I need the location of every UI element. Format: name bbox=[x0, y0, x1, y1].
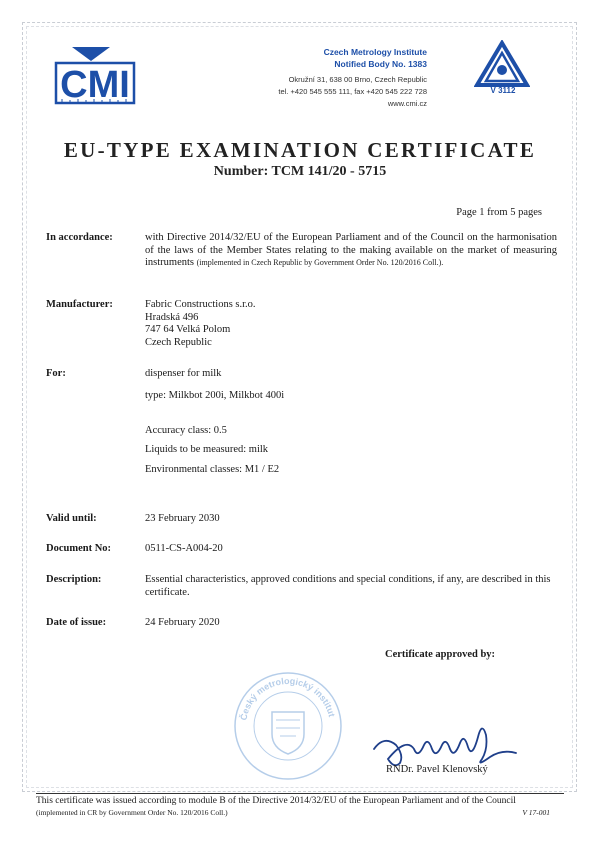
notified-body: Notified Body No. 1383 bbox=[334, 59, 427, 69]
page-info: Page 1 from 5 pages bbox=[456, 207, 542, 218]
manufacturer-line: 747 64 Velká Polom bbox=[145, 324, 231, 335]
manufacturer-label: Manufacturer: bbox=[46, 299, 113, 310]
accordance-note: (implemented in Czech Republic by Government Order No. 120/2016 Coll.). bbox=[196, 258, 444, 267]
cmi-logo-text: CMI bbox=[60, 64, 130, 106]
for-type: type: Milkbot 200i, Milkbot 400i bbox=[145, 390, 285, 401]
document-value: 0511-CS-A004-20 bbox=[145, 543, 223, 554]
approved-by: Certificate approved by: bbox=[385, 649, 496, 660]
manufacturer-value bbox=[145, 299, 557, 349]
cmi-logo-icon bbox=[50, 45, 140, 107]
footer-sub: (implemented in CR by Government Order No. 120/2016 Coll.) bbox=[36, 808, 228, 817]
valid-value: 23 February 2030 bbox=[145, 513, 220, 524]
svg-text:Český metrologický institut bbox=[237, 676, 337, 721]
for-label: For: bbox=[46, 368, 66, 379]
manufacturer-line: Hradská 496 bbox=[145, 311, 199, 323]
accordance-text: with Directive 2014/32/EU of the European Parliament and of the Council on the harmonisation of the laws of the Member States relating to the making available on the market of measuring instruments bbox=[145, 232, 557, 268]
certificate-title: EU-TYPE EXAMINATION CERTIFICATE bbox=[63, 138, 537, 162]
accuracy-class: Accuracy class: 0.5 bbox=[145, 425, 227, 436]
stamp-icon bbox=[232, 670, 344, 782]
v-mark-icon bbox=[474, 40, 530, 88]
form-code: V 17-001 bbox=[522, 808, 550, 817]
liquids: Liquids to be measured: milk bbox=[145, 444, 269, 455]
institute-name: Czech Metrology Institute bbox=[323, 47, 427, 57]
website: www.cmi.cz bbox=[387, 99, 427, 108]
issue-value: 24 February 2020 bbox=[145, 617, 220, 628]
valid-label: Valid until: bbox=[46, 513, 97, 524]
contact: tel. +420 545 555 111, fax +420 545 222 728 bbox=[278, 87, 427, 96]
accordance-value bbox=[145, 232, 557, 270]
document-label: Document No: bbox=[46, 543, 112, 554]
institute-block bbox=[324, 46, 427, 70]
issue-label: Date of issue: bbox=[46, 617, 107, 628]
description-value: Essential characteristics, approved conditions and special conditions, if any, are described in this certificate. bbox=[145, 574, 551, 598]
accordance-label: In accordance: bbox=[46, 232, 113, 243]
description-label: Description: bbox=[46, 574, 102, 585]
for-item: dispenser for milk bbox=[145, 368, 222, 379]
environmental-classes: Environmental classes: M1 / E2 bbox=[145, 464, 280, 475]
footer bbox=[36, 796, 564, 818]
certificate-number: Number: TCM 141/20 - 5715 bbox=[213, 164, 387, 179]
address-block bbox=[278, 74, 427, 110]
footer-divider bbox=[36, 793, 564, 794]
signer-name: RNDr. Pavel Klenovský bbox=[386, 764, 488, 775]
v-mark-label: V 3112 bbox=[490, 86, 516, 95]
stamp-text: Český metrologický institut bbox=[238, 675, 337, 722]
footer-text: This certificate was issued according to module B of the Directive 2014/32/EU of the European Parliament and of the Council bbox=[36, 796, 516, 806]
manufacturer-line: Czech Republic bbox=[145, 336, 212, 348]
address: Okružní 31, 638 00 Brno, Czech Republic bbox=[288, 75, 427, 84]
manufacturer-line: Fabric Constructions s.r.o. bbox=[145, 299, 256, 310]
